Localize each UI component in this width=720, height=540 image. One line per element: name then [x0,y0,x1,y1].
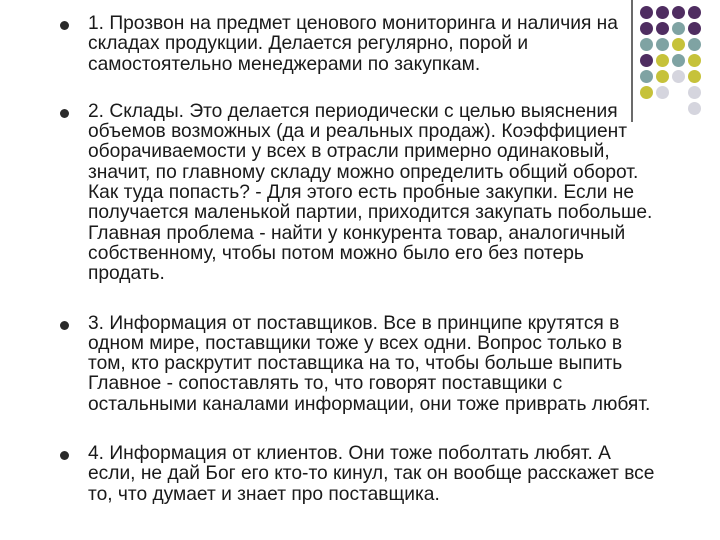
list-item [58,314,658,415]
bullet-icon [60,109,69,118]
decorative-dot [672,22,685,35]
list-item-text: 3. Информация от поставщиков. Все в принципе крутятся в одном мире, поставщики тоже у всех одни. Вопрос только в том, кто раскрутит поставщика на то, чтобы больше выпить Главное - сопоставлять то, что говорят поставщики с остальными каналами информации, они тоже приврать любят. [88,312,651,415]
list-item [58,444,658,505]
list-item [58,14,658,75]
decorative-dot [672,38,685,51]
bullet-list [58,14,658,505]
bullet-icon [60,451,69,460]
decorative-dot [672,6,685,19]
list-item-text: 1. Прозвон на предмет ценового мониторинга и наличия на складах продукции. Делается регулярно, порой и самостоятельно менеджерами по закупкам. [88,13,618,75]
decorative-dot [688,86,701,99]
decorative-dot [672,102,685,115]
bullet-icon [60,21,69,30]
decorative-dot [688,102,701,115]
list-item [58,102,658,285]
decorative-dot [688,38,701,51]
decorative-dot [688,70,701,83]
decorative-dot [688,22,701,35]
list-item-text: 4. Информация от клиентов. Они тоже поболтать любят. А если, не дай Бог его кто-то кинул, так он вообще расскажет все то, что думает и знает про поставщика. [88,443,655,505]
decorative-dot [672,86,685,99]
decorative-dot [688,54,701,67]
decorative-dot [672,54,685,67]
list-item-text: 2. Склады. Это делается периодически с целью выяснения объемов возможных (да и реальных продаж). Коэффициент оборачиваемости у всех в отрасли примерно одинаковый, значит, по главному складу можно определить общий оборот. Как туда попасть? - Для этого есть пробные закупки. Если не получается маленькой партии, приходится закупать побольше. Главная проблема - найти у конкурента товар, аналогичный собственному, чтобы потом можно было его без потерь продать. [88,100,653,285]
decorative-dot [688,6,701,19]
decorative-dot [672,70,685,83]
bullet-icon [60,321,69,330]
